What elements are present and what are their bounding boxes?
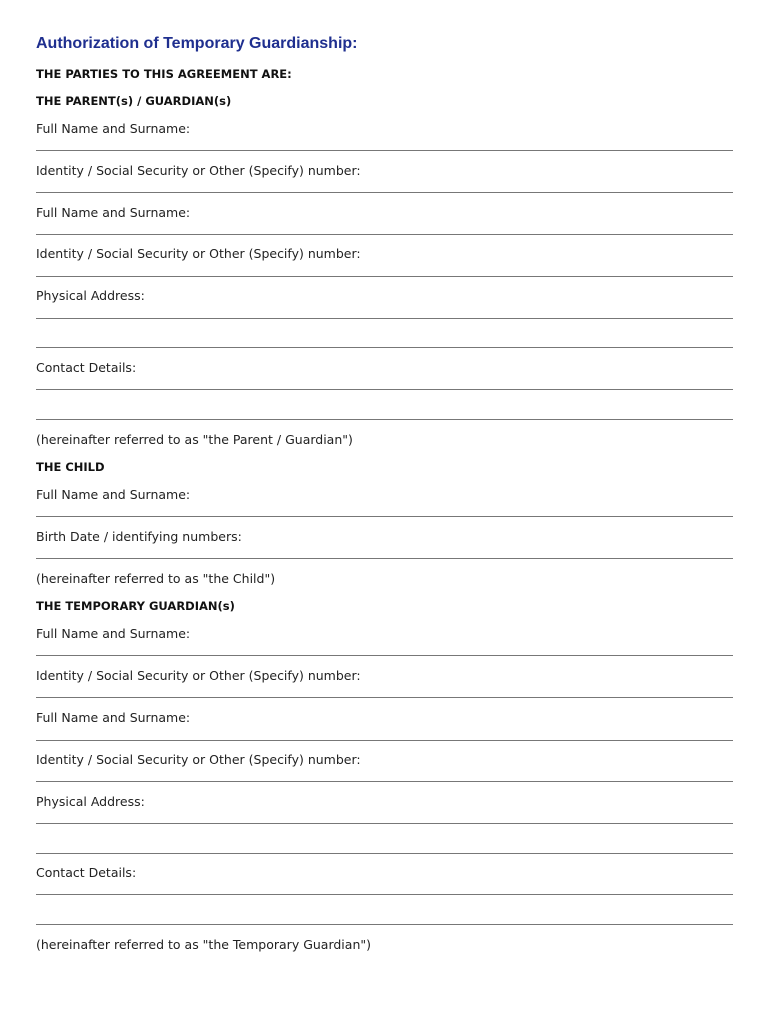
parent-identity-field-2[interactable] bbox=[36, 276, 733, 277]
parent-referred-as-note: (hereinafter referred to as "the Parent / Guardian") bbox=[36, 432, 353, 447]
parent-identity-field-1[interactable] bbox=[36, 192, 733, 193]
parent-full-name-field-1[interactable] bbox=[36, 150, 733, 151]
temp-guardian-section-heading: THE TEMPORARY GUARDIAN(s) bbox=[36, 599, 235, 613]
parent-physical-address-field-1[interactable] bbox=[36, 318, 733, 319]
document-title: Authorization of Temporary Guardianship: bbox=[36, 35, 358, 52]
parent-physical-address-label: Physical Address: bbox=[36, 288, 145, 303]
temp-guardian-full-name-label-2: Full Name and Surname: bbox=[36, 710, 191, 725]
temp-guardian-contact-details-field-1[interactable] bbox=[36, 894, 733, 895]
child-full-name-label: Full Name and Surname: bbox=[36, 487, 191, 502]
child-section-heading: THE CHILD bbox=[36, 460, 105, 474]
parent-contact-details-label: Contact Details: bbox=[36, 360, 137, 375]
temp-guardian-contact-details-label: Contact Details: bbox=[36, 865, 137, 880]
temp-guardian-identity-field-1[interactable] bbox=[36, 697, 733, 698]
temp-guardian-full-name-field-2[interactable] bbox=[36, 740, 733, 741]
temp-guardian-contact-details-field-2[interactable] bbox=[36, 924, 733, 925]
temp-guardian-full-name-label-1: Full Name and Surname: bbox=[36, 626, 191, 641]
child-birth-date-field[interactable] bbox=[36, 558, 733, 559]
parent-identity-label-2: Identity / Social Security or Other (Specify) number: bbox=[36, 246, 361, 261]
temp-guardian-physical-address-field-1[interactable] bbox=[36, 823, 733, 824]
child-referred-as-note: (hereinafter referred to as "the Child") bbox=[36, 571, 276, 586]
parent-full-name-label-1: Full Name and Surname: bbox=[36, 121, 191, 136]
temp-guardian-full-name-field-1[interactable] bbox=[36, 655, 733, 656]
parent-section-heading: THE PARENT(s) / GUARDIAN(s) bbox=[36, 94, 232, 108]
parent-contact-details-field-1[interactable] bbox=[36, 389, 733, 390]
parent-identity-label-1: Identity / Social Security or Other (Specify) number: bbox=[36, 163, 361, 178]
temp-guardian-identity-label-1: Identity / Social Security or Other (Specify) number: bbox=[36, 668, 361, 683]
temp-guardian-physical-address-field-2[interactable] bbox=[36, 853, 733, 854]
child-birth-date-label: Birth Date / identifying numbers: bbox=[36, 529, 242, 544]
temp-guardian-referred-as-note: (hereinafter referred to as "the Temporary Guardian") bbox=[36, 937, 371, 952]
parent-full-name-field-2[interactable] bbox=[36, 234, 733, 235]
temp-guardian-identity-field-2[interactable] bbox=[36, 781, 733, 782]
parent-full-name-label-2: Full Name and Surname: bbox=[36, 205, 191, 220]
temp-guardian-identity-label-2: Identity / Social Security or Other (Specify) number: bbox=[36, 752, 361, 767]
parent-contact-details-field-2[interactable] bbox=[36, 419, 733, 420]
temp-guardian-physical-address-label: Physical Address: bbox=[36, 794, 145, 809]
child-full-name-field[interactable] bbox=[36, 516, 733, 517]
parties-heading: THE PARTIES TO THIS AGREEMENT ARE: bbox=[36, 67, 292, 81]
parent-physical-address-field-2[interactable] bbox=[36, 347, 733, 348]
